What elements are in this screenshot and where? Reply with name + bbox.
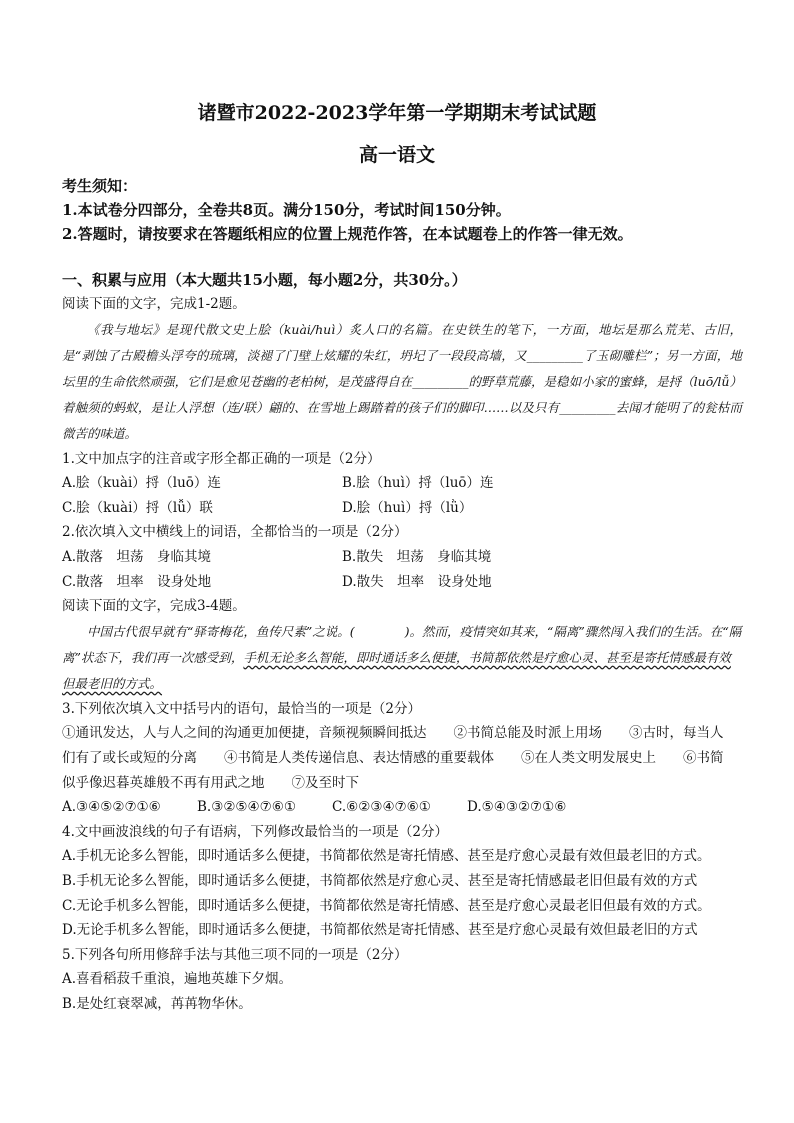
question-3-items-1: ①通讯发达，人与人之间的沟通更加便捷，音频视频瞬间抵达 ②书简总能及时派上用场 ③古时，每当人 xyxy=(62,725,724,742)
wavy-underlined-sentence: 手机无论多么智能，即时通话多么便捷，书简都依然是疗愈心灵、甚至是寄托情感最有效但最老旧的方式。 xyxy=(62,649,731,691)
question-3-items-3: 似乎像迟暮英雄般不再有用武之地 ⑦及至时下 xyxy=(62,774,359,791)
option-d: D.脍（huì）捋（lǜ） xyxy=(342,499,473,516)
option-d: D.无论手机多么智能，即时通话多么便捷，书简都依然是寄托情感、甚至是疗愈心灵最有效但最老旧的方式 xyxy=(62,922,698,939)
question-3-items-2: 们有了或长或短的分离 ④书简是人类传递信息、表达情感的重要载体 ⑤在人类文明发展史上 ⑥书简 xyxy=(62,749,724,766)
question-2-stem: 2.依次填入文中横线上的词语，全都恰当的一项是（2分） xyxy=(62,524,408,541)
passage-2 xyxy=(62,619,742,697)
exam-title: 诸暨市2022-2023学年第一学期期末考试试题 xyxy=(197,102,597,124)
question-1-stem: 1.文中加点字的注音或字形全都正确的一项是（2分） xyxy=(62,450,381,467)
question-2-options-2 xyxy=(62,570,742,595)
option-b: B.脍（huì）捋（luō）连 xyxy=(342,475,494,492)
question-3-stem: 3.下列依次填入文中括号内的语句，最恰当的一项是（2分） xyxy=(62,700,421,717)
option-a: A.喜看稻菽千重浪，遍地英雄下夕烟。 xyxy=(62,971,293,988)
candidate-notice xyxy=(62,174,742,246)
exam-subject: 高一语文 xyxy=(358,144,435,166)
option-c: C.脍（kuài）捋（lǚ）联 xyxy=(62,499,213,516)
option-b: B.是处红衰翠减，苒苒物华休。 xyxy=(62,995,252,1012)
option-d: D.散失 坦率 设身处地 xyxy=(342,573,492,590)
notice-item-1: 1.本试卷分四部分，全卷共8页。满分150分，考试时间150分钟。 xyxy=(62,201,511,219)
notice-heading: 考生须知： xyxy=(62,177,138,195)
option-a: A.手机无论多么智能，即时通话多么便捷，书简都依然是寄托情感、甚至是疗愈心灵最有效但最老旧的方式。 xyxy=(62,848,711,865)
question-2-options xyxy=(62,545,742,570)
section-1 xyxy=(62,268,742,1016)
option-a: A.③④⑤②⑦①⑥ xyxy=(62,799,161,816)
option-c: C.散落 坦率 设身处地 xyxy=(62,573,212,590)
option-b: B.手机无论多么智能，即时通话多么便捷，书简都依然是疗愈心灵、甚至是寄托情感最老旧但最有效的方式 xyxy=(62,872,698,889)
option-d: D.⑤④③②⑦①⑥ xyxy=(467,799,567,816)
option-a: A.脍（kuài）捋（luō）连 xyxy=(62,475,221,492)
option-c: C.无论手机多么智能，即时通话多么便捷，书简都依然是寄托情感、甚至是疗愈心灵最老旧但最有效的方式。 xyxy=(62,897,711,914)
question-4-stem: 4.文中画波浪线的句子有语病，下列修改最恰当的一项是（2分） xyxy=(62,823,448,840)
reading-intro-2: 阅读下面的文字，完成3-4题。 xyxy=(62,598,246,615)
option-c: C.⑥②③④⑦⑥① xyxy=(332,799,431,816)
question-3-options xyxy=(62,795,742,820)
question-1-options xyxy=(62,471,742,496)
question-1-options-2 xyxy=(62,496,742,521)
option-b: B.③②⑤④⑦⑥① xyxy=(197,799,296,816)
section-heading: 一、积累与应用（本大题共15小题，每小题2分，共30分。） xyxy=(62,271,467,289)
notice-item-2: 2.答题时，请按要求在答题纸相应的位置上规范作答，在本试题卷上的作答一律无效。 xyxy=(62,225,633,243)
passage-2-text: 中国古代很早就有“驿寄梅花，鱼传尺素”之说。( )。然而，疫情突如其来，“隔离”骤然闯入我们的生活。在“隔离”状态下，我们再一次感受到， xyxy=(62,623,742,665)
question-5-stem: 5.下列各句所用修辞手法与其他三项不同的一项是（2分） xyxy=(62,946,408,963)
option-a: A.散落 坦荡 身临其境 xyxy=(62,548,212,565)
reading-intro-1: 阅读下面的文字，完成1-2题。 xyxy=(62,296,246,312)
passage-1: 《我与地坛》是现代散文史上脍（kuài/huì）炙人口的名篇。在史铁生的笔下，一方面，地坛是那么荒芜、古旧，是“剥蚀了古殿檐头浮夸的琉璃，淡褪了门壁上炫耀的朱红，坍圮了一段段高墙，又_________了玉砌雕栏”；另一方面，地坛里的生命依然顽强，它们是愈见苍幽的老柏树，是茂盛得自在_________的野草荒藤，是稳如小家的蜜蜂，是捋（luō/lǚ）着触须的蚂蚁，是让人浮想（连/联）翩的、在雪地上踢踏着的孩子们的脚印……以及只有_________去闻才能明了的瓮枯而微苦的味道。 xyxy=(62,321,742,441)
option-b: B.散失 坦荡 身临其境 xyxy=(342,548,492,565)
